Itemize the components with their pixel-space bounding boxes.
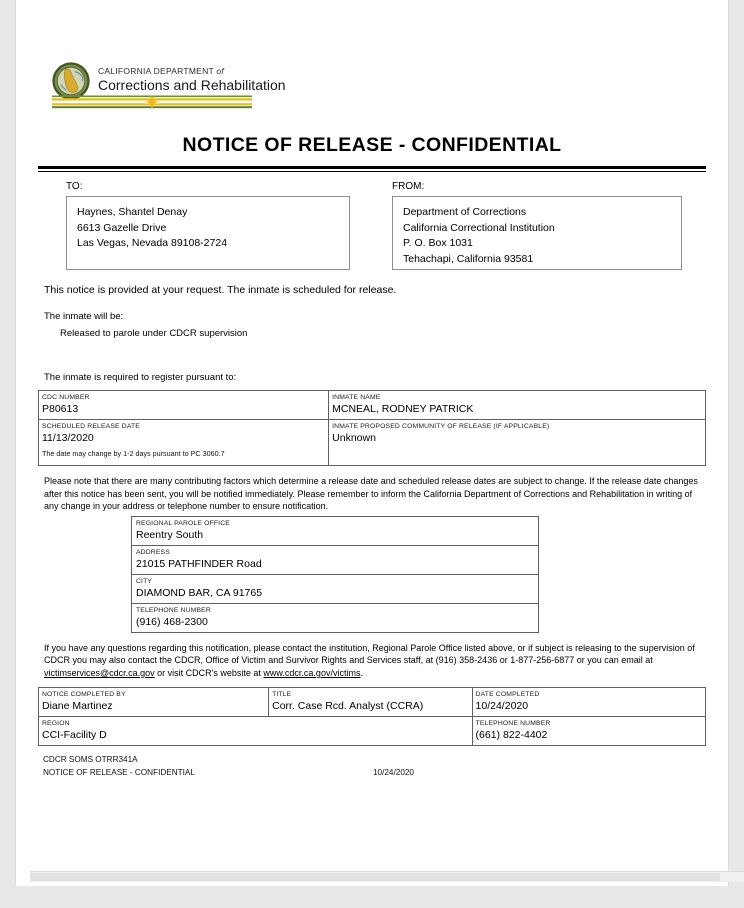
from-line: P. O. Box 1031	[403, 237, 473, 249]
to-label: TO:	[66, 181, 83, 192]
scheduled-release-value: 11/13/2020	[42, 432, 94, 444]
parole-city-cell	[132, 574, 539, 603]
from-label: FROM:	[392, 181, 425, 192]
to-column	[38, 181, 372, 270]
from-line: Tehachapi, California 93581	[403, 252, 534, 265]
table-row	[39, 716, 706, 745]
region-cell	[39, 716, 473, 745]
parole-phone-value: (916) 468-2300	[136, 615, 208, 628]
contact-text-part-1: If you have any questions regarding this notification, please contact the institution, Regional Parole Office listed above, or if subject is releasing to the supervision of CDCR you may also contact the CDCR, Office of Victim and Survivor Rights and Services staff, at (916) 358-2436 or 1-877-256-6877 or you can email at	[44, 642, 695, 666]
title-divider	[38, 166, 706, 172]
parole-office-value: Reentry South	[136, 528, 204, 541]
from-column	[372, 181, 706, 270]
letterhead-text	[98, 66, 286, 93]
table-row	[39, 391, 706, 420]
cdcr-victims-website-link[interactable]: www.cdcr.ca.gov/victims	[263, 667, 361, 678]
parole-address-value: 21015 PATHFINDER Road	[136, 557, 262, 570]
inmate-name-label: INMATE NAME	[332, 394, 381, 401]
completed-title-cell	[269, 687, 472, 716]
regional-parole-office-table	[131, 516, 539, 633]
inmate-will-be-label: The inmate will be:	[44, 311, 124, 322]
footer-row-2	[43, 766, 706, 780]
to-line: 6613 Gazelle Drive	[77, 221, 167, 234]
document-content	[16, 0, 728, 780]
agency-line-2: Corrections and Rehabilitation	[98, 77, 286, 93]
cdc-number-label: CDC NUMBER	[42, 394, 90, 401]
table-row	[132, 574, 539, 603]
register-pursuant-label: The inmate is required to register pursuant to:	[44, 372, 237, 383]
parole-address-cell	[132, 545, 539, 574]
completed-phone-label: TELEPHONE NUMBER	[475, 719, 551, 727]
scheduled-release-cell	[39, 420, 329, 466]
parole-phone-label: TELEPHONE NUMBER	[136, 606, 211, 614]
completed-title-label: TITLE	[272, 690, 292, 698]
parole-office-label: REGIONAL PAROLE OFFICE	[136, 519, 230, 527]
parole-phone-cell	[132, 603, 539, 632]
document-footer	[38, 753, 706, 780]
region-label: REGION	[42, 719, 70, 727]
release-date-note: Please note that there are many contributing factors which determine a release date and scheduled release dates are subject to change. If the release date changes after this notice has been sent, you will be notified immediately. Please remember to inform the California Department of Corrections and Rehabilitation in writing of any change in your address or telephone number to ensure notification.	[44, 476, 698, 512]
table-row	[39, 420, 706, 466]
from-line: Department of Corrections	[403, 206, 527, 218]
completed-date-label: DATE COMPLETED	[475, 690, 540, 698]
horizontal-scrollbar[interactable]	[30, 871, 744, 882]
region-value: CCI-Facility D	[42, 728, 107, 741]
cdc-number-value: P80613	[42, 403, 79, 415]
contact-text-part-2: or visit CDCR's website at	[154, 667, 264, 678]
address-row	[38, 181, 706, 270]
completed-date-value: 10/24/2020	[475, 699, 529, 712]
letterhead	[38, 0, 706, 118]
agency-of-text: of	[216, 66, 224, 76]
proposed-community-cell	[329, 420, 706, 466]
to-line: Las Vegas, Nevada 89108-2724	[77, 237, 228, 249]
agency-line-1	[98, 66, 286, 76]
completed-by-cell	[39, 687, 269, 716]
scheduled-release-note: The date may change by 1-2 days pursuant to PC 3060.7	[42, 449, 225, 458]
table-row	[132, 516, 539, 545]
footer-title: NOTICE OF RELEASE - CONFIDENTIAL	[43, 768, 195, 778]
inmate-name-cell	[329, 391, 706, 420]
document-page	[15, 0, 729, 886]
from-address-box	[392, 196, 682, 270]
contact-paragraph	[38, 642, 706, 680]
completed-by-label: NOTICE COMPLETED BY	[42, 690, 126, 698]
contact-text-part-3: .	[360, 667, 363, 678]
table-row	[132, 603, 539, 632]
parole-city-value: DIAMOND BAR, CA 91765	[136, 586, 263, 599]
parole-city-label: CITY	[136, 577, 153, 585]
proposed-community-label: INMATE PROPOSED COMMUNITY OF RELEASE (IF APPLICABLE)	[332, 423, 550, 430]
table-row	[132, 545, 539, 574]
table-row	[39, 687, 706, 716]
footer-date: 10/24/2020	[373, 768, 414, 778]
completed-title-value: Corr. Case Rcd. Analyst (CCRA)	[272, 699, 424, 712]
from-line: California Correctional Institution	[403, 221, 555, 234]
completed-phone-cell	[472, 716, 705, 745]
inmate-name-value: MCNEAL, RODNEY PATRICK	[332, 403, 474, 415]
intro-paragraph: This notice is provided at your request. The inmate is scheduled for release.	[44, 284, 397, 296]
proposed-community-value: Unknown	[332, 432, 376, 444]
parole-office-cell	[132, 516, 539, 545]
completed-phone-value: (661) 822-4402	[475, 728, 548, 741]
footer-form-code: CDCR SOMS OTRR341A	[43, 754, 138, 764]
completed-by-value: Diane Martinez	[42, 699, 113, 712]
parole-office-wrapper	[38, 516, 706, 633]
page-title: NOTICE OF RELEASE - CONFIDENTIAL	[182, 134, 562, 156]
to-line: Haynes, Shantel Denay	[77, 206, 188, 218]
scheduled-release-label: SCHEDULED RELEASE DATE	[42, 423, 140, 430]
victim-services-email-link[interactable]: victimservices@cdcr.ca.gov	[44, 667, 155, 678]
parole-address-label: ADDRESS	[136, 548, 170, 556]
agency-department-text: CALIFORNIA DEPARTMENT	[98, 66, 217, 76]
decorative-stripe-bar-icon	[52, 95, 252, 109]
inmate-will-be-value: Released to parole under CDCR supervision	[60, 328, 248, 339]
cdc-number-cell	[39, 391, 329, 420]
horizontal-scrollbar-thumb[interactable]	[30, 873, 720, 881]
inmate-info-table	[38, 390, 706, 466]
completed-date-cell	[472, 687, 705, 716]
notice-completed-table	[38, 687, 706, 746]
to-address-box	[66, 196, 350, 270]
